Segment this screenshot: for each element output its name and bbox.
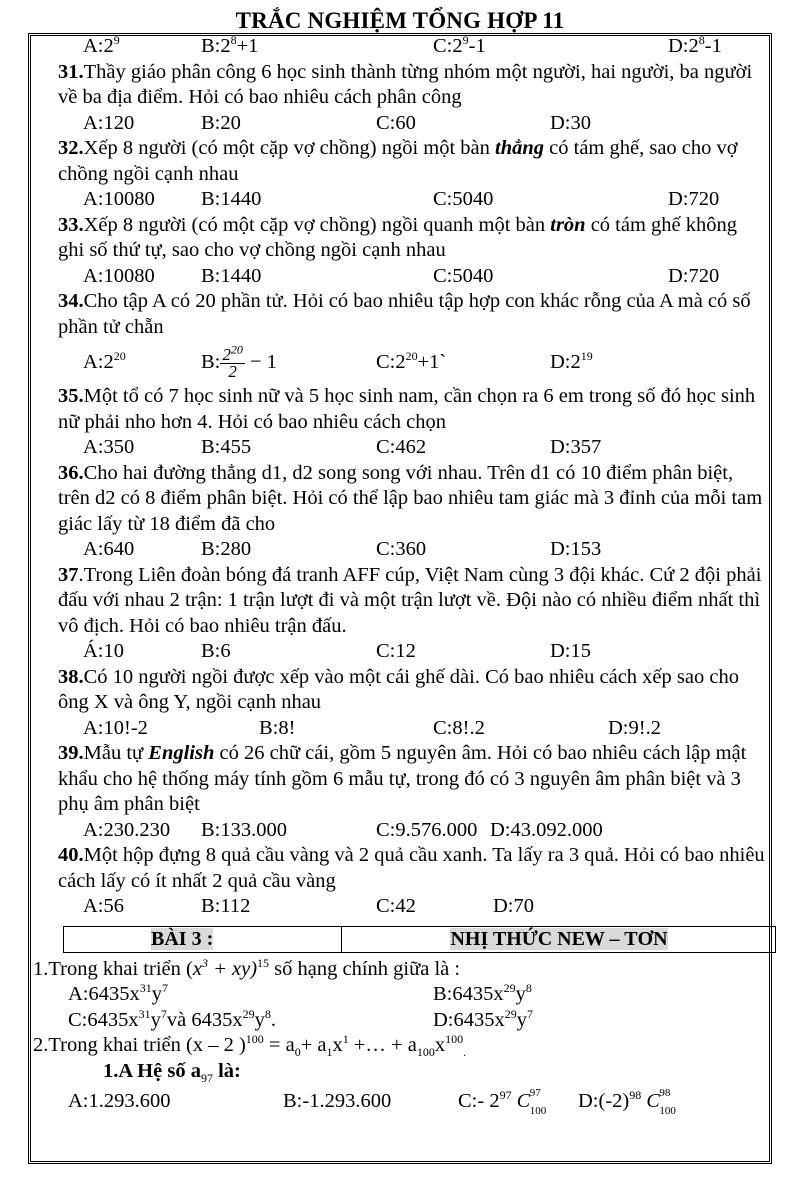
option-a: A:10080 bbox=[83, 264, 155, 287]
option-c: C:- $2^{97}$ C 97 100 bbox=[458, 1087, 547, 1117]
options-31 bbox=[33, 111, 768, 137]
option-c: C:42 bbox=[376, 895, 416, 917]
options-32 bbox=[33, 187, 768, 213]
option-a: $A:2^{20}$ bbox=[83, 349, 126, 373]
option-d: $D:(-2)^{98}$ C 98 100 bbox=[578, 1087, 676, 1117]
bai3-sub-options bbox=[33, 1084, 768, 1118]
option-b: B:1440 bbox=[201, 188, 262, 210]
question-31: 31.Thầy giáo phân công 6 học sinh thành từng nhóm một người, hai người, ba người về ba địa điểm. Hỏi có bao nhiêu cách phân công bbox=[58, 60, 753, 108]
option-c: C:462 bbox=[376, 436, 427, 458]
option-d: D:15 bbox=[550, 640, 591, 662]
question-39: 39.Mẫu tự English có 26 chữ cái, gồm 5 nguyên âm. Hỏi có bao nhiêu cách lập mật khẩu cho hệ thống máy tính gồm 6 mẫu tự, trong đó có 3 nguyên âm phân biệt và 3 phụ âm phân biệt bbox=[58, 742, 747, 815]
option-a: A:1.293.600 bbox=[68, 1090, 171, 1112]
options-40 bbox=[33, 894, 768, 920]
option-a: A:10080 bbox=[83, 188, 155, 210]
option-b: B:6 bbox=[201, 640, 231, 662]
bai3-q1-options-row1 bbox=[33, 982, 768, 1008]
question-38: 38.Có 10 người ngồi được xếp vào một cái ghế dài. Có bao nhiêu cách xếp sao cho ông X và ông Y, ngồi cạnh nhau bbox=[58, 665, 739, 713]
option-c: C:12 bbox=[376, 640, 416, 662]
option-d: D:720 bbox=[668, 264, 720, 287]
options-33 bbox=[33, 264, 768, 290]
option-c: $C:2^{20}+1`$ bbox=[376, 349, 447, 373]
option-b: B:133.000 bbox=[201, 818, 287, 841]
bai3-question-2: 2.Trong khai triển (x – 2 )$^{100} = a_0+ a_1x^1$ +… + $a_{100}x^{100}_.$ bbox=[33, 1032, 467, 1060]
option-c: C:9.576.000 bbox=[376, 818, 478, 841]
option-b: B:1440 bbox=[201, 264, 262, 287]
option-c: C:5040 bbox=[433, 264, 494, 287]
option-a: A:120 bbox=[83, 111, 135, 134]
option-c: $C:2^9-1$ bbox=[433, 33, 486, 57]
option-a: A:56 bbox=[83, 895, 124, 917]
section-header bbox=[63, 926, 776, 953]
option-c: C:360 bbox=[376, 538, 427, 560]
content bbox=[33, 34, 768, 1118]
option-b: B:112 bbox=[201, 895, 251, 917]
option-c: C:5040 bbox=[433, 188, 494, 210]
bai3-q1-options-row2 bbox=[33, 1008, 768, 1034]
question-32: 32.Xếp 8 người (có một cặp vợ chồng) ngồi một bàn thẳng có tám ghế, sao cho vợ chồng ngồi cạnh nhau bbox=[58, 137, 738, 185]
option-a: Á:10 bbox=[83, 640, 124, 662]
option-a: $A:2^9$ bbox=[83, 33, 120, 57]
question-33: 33.Xếp 8 người (có một cặp vợ chồng) ngồi quanh một bàn tròn có tám ghế không ghi số thứ tự, sao cho vợ chồng ngồi cạnh nhau bbox=[58, 213, 738, 261]
option-a: A:230.230 bbox=[83, 818, 171, 841]
option-b: B: $\frac{2^{20}}{2}$ − 1 bbox=[201, 342, 277, 381]
option-b: B:20 bbox=[201, 111, 241, 134]
bai3-sub-question: 1.A Hệ số $a_{97}$ là: bbox=[103, 1059, 241, 1085]
question-37: 37.Trong Liên đoàn bóng đá tranh AFF cúp, Việt Nam cùng 3 đội khác. Cứ 2 đội phải đấu với nhau 2 trận: 1 trận lượt đi và một trận lượt về. Đội nào có nhiều điểm nhất thì vô địch. Hỏi có bao nhiêu trận đấu. bbox=[58, 563, 762, 637]
question-40: 40.Một hộp đựng 8 quả cầu vàng và 2 quả cầu xanh. Ta lấy ra 3 quả. Hỏi có bao nhiêu cách lấy có ít nhất 2 quả cầu vàng bbox=[58, 844, 765, 892]
option-d: D:30 bbox=[550, 111, 591, 134]
option-b: B:280 bbox=[201, 538, 252, 560]
option-d: D:70 bbox=[493, 895, 534, 917]
options-38 bbox=[33, 716, 768, 742]
option-b: B:8! bbox=[259, 716, 296, 739]
option-a: A:350 bbox=[83, 436, 135, 458]
options-39 bbox=[33, 818, 768, 844]
option-d: $D:2^8-1$ bbox=[668, 33, 722, 57]
prev-options bbox=[33, 34, 768, 60]
options-35 bbox=[33, 435, 768, 461]
option-a: A:640 bbox=[83, 538, 135, 560]
question-36: 36.Cho hai đường thẳng d1, d2 song song với nhau. Trên d1 có 10 điểm phân biệt, trên d2 có 8 điểm phân biệt. Hỏi có thể lập bao nhiêu tam giác mà 3 đỉnh của mỗi tam giác lấy từ 18 điểm đã cho bbox=[58, 461, 763, 535]
options-36 bbox=[33, 537, 768, 563]
option-a: $A:6435x^{31}y^7$ bbox=[68, 981, 168, 1005]
option-b: B:455 bbox=[201, 436, 252, 458]
option-d: D:357 bbox=[550, 436, 602, 458]
option-c: C:60 bbox=[376, 111, 416, 134]
option-a: A:10!-2 bbox=[83, 716, 148, 739]
option-d: D:9!.2 bbox=[608, 716, 661, 739]
option-d: $D:2^{19}$ bbox=[550, 349, 593, 373]
option-d: D:153 bbox=[550, 538, 602, 560]
question-34: 34.Cho tập A có 20 phần tử. Hỏi có bao nhiêu tập hợp con khác rỗng của A mà có số phần tử chẵn bbox=[58, 290, 751, 338]
section-number: BÀI 3 : bbox=[64, 927, 342, 952]
option-d: D:43.092.000 bbox=[490, 818, 603, 841]
page-title: TRẮC NGHIỆM TỔNG HỢP 11 bbox=[235, 8, 565, 33]
option-b: $B:6435x^{29}y^8$ bbox=[433, 981, 532, 1005]
question-35: 35.Một tổ có 7 học sinh nữ và 5 học sinh nam, cần chọn ra 6 em trong số đó học sinh nữ phải nho hơn 4. Hỏi có bao nhiêu cách chọn bbox=[58, 385, 756, 433]
option-b: $B:2^8+1$ bbox=[201, 33, 259, 57]
options-37 bbox=[33, 639, 768, 665]
option-b: B:-1.293.600 bbox=[283, 1090, 392, 1112]
option-d: $D:6435x^{29}y^7$ bbox=[433, 1006, 533, 1031]
section-title: NHỊ THỨC NEW – TƠN bbox=[450, 927, 668, 950]
option-d: D:720 bbox=[668, 188, 720, 210]
option-c: C:8!.2 bbox=[433, 716, 485, 739]
options-34 bbox=[33, 340, 768, 384]
option-c: $C:6435x^{31}y^7và$ $6435x^{29}y^8$. bbox=[68, 1006, 276, 1031]
bai3-question-1: 1.Trong khai triển $(x^3 + xy)^{15}$ số hạng chính giữa là : bbox=[33, 955, 461, 980]
